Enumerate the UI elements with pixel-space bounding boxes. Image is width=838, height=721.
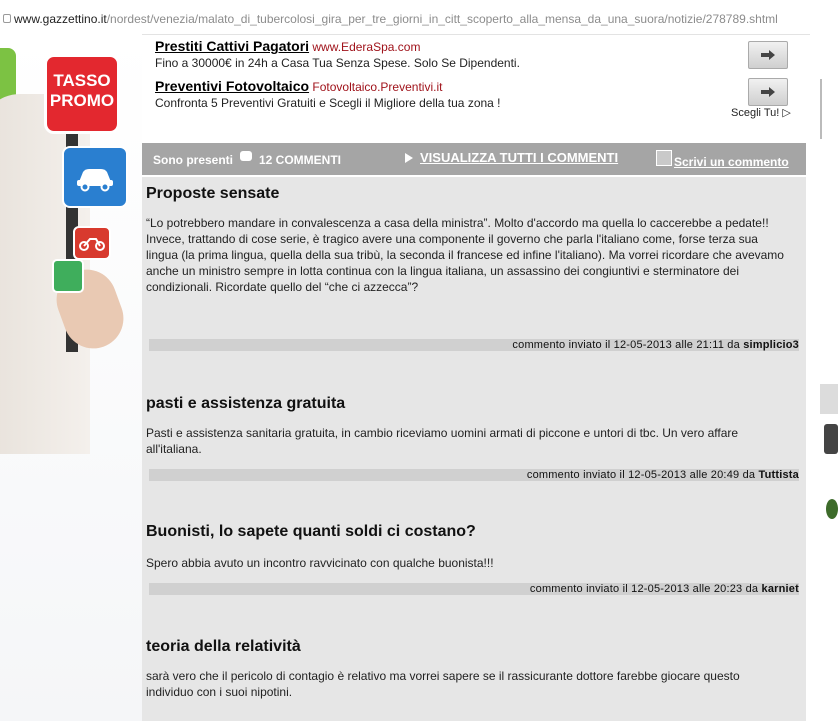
tasso-promo-sign <box>44 54 120 134</box>
ad-domain[interactable]: Fotovoltaico.Preventivi.it <box>312 80 443 94</box>
right-sidebar <box>810 34 838 721</box>
text-ads <box>155 38 805 138</box>
comments-list <box>142 177 806 721</box>
ad-item[interactable] <box>155 78 501 110</box>
arrow-right-icon <box>760 49 776 61</box>
ad-go-button[interactable] <box>748 78 788 106</box>
comment-title: pasti e assistenza gratuita <box>146 395 346 412</box>
ad-item[interactable] <box>155 38 520 70</box>
comments-header-bar <box>142 143 806 175</box>
comments-prefix: Sono presenti <box>153 153 234 167</box>
sign-line-1: TASSO <box>53 71 111 90</box>
comment-author[interactable]: Tuttista <box>758 469 799 481</box>
comment-meta <box>149 583 799 595</box>
comment-body: Pasti e assistenza sanitaria gratuita, in cambio riceviamo uomini armati di piccone e untori di tbc. Un vero affare all'italiana. <box>146 426 739 456</box>
right-divider <box>820 79 822 139</box>
arrow-right-icon <box>760 86 776 98</box>
comment-title: teoria della relatività <box>146 638 301 655</box>
play-arrow-icon <box>405 153 413 163</box>
address-host: www.gazzettino.it <box>14 12 107 26</box>
comment-meta-text: commento inviato il 12-05-2013 alle 20:49 da <box>526 469 756 481</box>
address-bar[interactable] <box>0 0 838 35</box>
comment-body: sarà vero che il pericolo di contagio è relativo ma vorrei sapere se il rassicurante dottore farebbe giocare questo individuo con i suoi nipotini. <box>146 669 740 699</box>
banner-small-icon <box>52 259 84 293</box>
ad-domain[interactable]: www.EderaSpa.com <box>312 40 421 54</box>
comments-count: 12 COMMENTI <box>259 153 342 167</box>
address-path: /nordest/venezia/malato_di_tubercolosi_gira_per_tre_giorni_in_citt_scoperto_alla_mensa_da_una_suora/notizie/278789.shtml <box>106 12 778 26</box>
comment-author[interactable]: simplicio3 <box>743 339 799 351</box>
ad-go-button[interactable] <box>748 41 788 69</box>
view-all-comments-link[interactable]: VISUALIZZA TUTTI I COMMENTI <box>420 150 619 165</box>
ad-choices-link[interactable]: Scegli Tu! ▷ <box>731 107 791 119</box>
comment-meta-text: commento inviato il 12-05-2013 alle 21:11 da <box>512 339 740 351</box>
comment-meta <box>149 469 799 481</box>
comment-title: Buonisti, lo sapete quanti soldi ci costano? <box>146 523 476 540</box>
comment-body: Spero abbia avuto un incontro ravvicinato con qualche buonista!!! <box>146 556 494 570</box>
ad-title[interactable]: Preventivi Fotovoltaico <box>155 78 310 94</box>
speech-bubble-icon <box>240 151 252 161</box>
sign-line-2: PROMO <box>49 91 115 110</box>
comment-title: Proposte sensate <box>146 185 280 202</box>
ad-description: Fino a 30000€ in 24h a Casa Tua Senza Spese. Solo Se Dipendenti. <box>155 56 520 70</box>
write-comment-link[interactable]: Scrivi un commento <box>674 155 789 169</box>
motorcycle-icon <box>73 226 111 260</box>
ad-description: Confronta 5 Preventivi Gratuiti e Scegli il Migliore della tua zona ! <box>155 96 501 110</box>
car-icon <box>62 146 128 208</box>
right-image <box>824 424 838 454</box>
right-box <box>820 384 838 414</box>
comment-body: “Lo potrebbero mandare in convalescenza a casa della ministra”. Molto d'accordo ma quella lo caccerebbe a pedate!! Invece, trattando di cose serie, è tragico avere una componente il governo che parla l'italiano come, forse terza sua lingua (la prima lingua, quella della sua tribù, la seconda il francese ed infine l'italiano). Ma vorrei ricordare che avevamo anche un ministro sempre in lotta continua con la lingua italiana, un assassino dei congiuntivi e sterminatore dei condizionali. Ricordate quello del “che ci azzecca”? <box>146 216 784 294</box>
comment-author[interactable]: karniet <box>761 583 799 595</box>
address-url[interactable] <box>14 12 778 26</box>
page-icon <box>3 14 11 23</box>
left-banner-ad[interactable] <box>0 34 142 721</box>
comment-meta <box>149 339 799 351</box>
write-icon[interactable] <box>656 150 672 166</box>
comment-meta-text: commento inviato il 12-05-2013 alle 20:23 da <box>529 583 759 595</box>
ad-title[interactable]: Prestiti Cattivi Pagatori <box>155 38 310 54</box>
right-leaf-image <box>826 499 838 519</box>
